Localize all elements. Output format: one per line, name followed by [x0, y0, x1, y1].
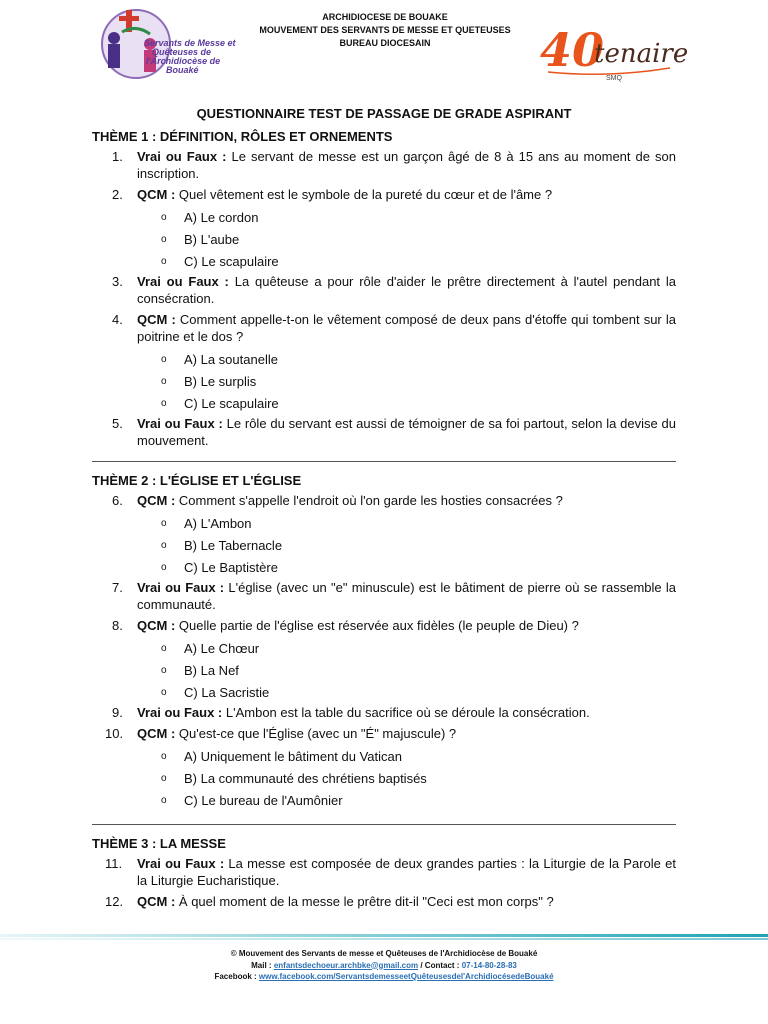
circle-bullet-icon: o: [161, 795, 167, 806]
footer-facebook-line: [0, 971, 768, 983]
question-type: QCM :: [137, 618, 176, 633]
answer-option: [92, 371, 676, 393]
answer-option: [92, 746, 676, 768]
circle-bullet-icon: o: [161, 398, 167, 409]
question-item: [92, 855, 676, 889]
footer-contact-line: [0, 960, 768, 972]
question-text: Comment s'appelle l'endroit où l'on garde les hosties consacrées ?: [178, 493, 563, 508]
question-item: [92, 186, 676, 203]
circle-bullet-icon: o: [161, 354, 167, 365]
question-number: 1.: [112, 149, 123, 164]
question-text: À quel moment de la messe le prêtre dit-il "Ceci est mon corps" ?: [178, 894, 554, 909]
question-text: La quêteuse a pour rôle d'aider le prêtre directement à l'autel pendant la consécration.: [137, 274, 676, 306]
svg-text:Bouaké: Bouaké: [166, 65, 199, 75]
option-label: B) La Nef: [184, 663, 239, 678]
svg-text:Quêteuses de: Quêteuses de: [152, 47, 212, 57]
circle-bullet-icon: o: [161, 562, 167, 573]
option-label: B) Le surplis: [184, 374, 257, 389]
question-text: Comment appelle-t-on le vêtement composé de deux pans d'étoffe qui tombent sur la poitrine et le dos ?: [137, 312, 676, 344]
answer-option: [92, 393, 676, 415]
question-number: 2.: [112, 187, 123, 202]
question-item: [92, 725, 676, 742]
svg-text:l'Archidiocèse de: l'Archidiocèse de: [146, 56, 221, 66]
circle-bullet-icon: o: [161, 518, 167, 529]
question-type: Vrai ou Faux :: [137, 856, 225, 871]
answer-option: [92, 513, 676, 535]
answer-option: [92, 660, 676, 682]
question-number: 9.: [112, 705, 123, 720]
answer-option: [92, 768, 676, 790]
option-label: A) L'Ambon: [184, 516, 252, 531]
facebook-label: Facebook :: [214, 972, 257, 981]
question-text: Qu'est-ce que l'Église (avec un "É" majuscule) ?: [178, 726, 457, 741]
mail-label: Mail :: [251, 960, 272, 970]
facebook-link[interactable]: www.facebook.com/ServantsdemesseetQuêteusesdel'ArchidiocésedeBouaké: [258, 972, 554, 981]
question-text: L'église (avec un "e" minuscule) est le bâtiment de pierre où se rassemble la communauté.: [137, 580, 676, 612]
header-archdiocese: ARCHIDIOCESE DE BOUAKE: [322, 12, 448, 22]
question-number: 7.: [112, 580, 123, 595]
answer-option: [92, 790, 676, 812]
question-text: Quelle partie de l'église est réservée aux fidèles (le peuple de Dieu) ?: [178, 618, 579, 633]
question-number: 6.: [112, 493, 123, 508]
question-type: Vrai ou Faux :: [137, 274, 229, 289]
answer-option: [92, 251, 676, 273]
question-item: [92, 148, 676, 182]
option-label: A) La soutanelle: [184, 352, 278, 367]
question-type: Vrai ou Faux :: [137, 149, 227, 164]
questionnaire-title: QUESTIONNAIRE TEST DE PASSAGE DE GRADE ASPIRANT: [196, 106, 572, 121]
question-number: 10.: [105, 726, 124, 741]
question-item: [92, 704, 676, 721]
circle-bullet-icon: o: [161, 773, 167, 784]
answer-option: [92, 207, 676, 229]
option-label: B) L'aube: [184, 232, 240, 247]
questionnaire-body: [92, 126, 676, 914]
option-label: A) Le Chœur: [184, 641, 260, 656]
circle-bullet-icon: o: [161, 643, 167, 654]
option-label: A) Uniquement le bâtiment du Vatican: [184, 749, 402, 764]
anniversary-logo-icon: [538, 16, 689, 82]
option-label: C) Le bureau de l'Aumônier: [184, 793, 343, 808]
question-type: Vrai ou Faux :: [137, 580, 225, 595]
question-item: [92, 492, 676, 509]
question-item: [92, 579, 676, 613]
question-text: La messe est composée de deux grandes parties : la Liturgie de la Parole et la Liturgie Eucharistique.: [137, 856, 676, 888]
circle-bullet-icon: o: [161, 256, 167, 267]
mail-link[interactable]: enfantsdechoeur.archbke@gmail.com: [273, 960, 419, 970]
question-number: 12.: [105, 894, 124, 909]
svg-text:Servants de Messe et: Servants de Messe et: [144, 38, 236, 48]
question-number: 11.: [105, 856, 123, 871]
contact-phone: 07-14-80-28-83: [461, 960, 517, 970]
option-label: B) Le Tabernacle: [184, 538, 283, 553]
option-label: A) Le cordon: [184, 210, 259, 225]
answer-option: [92, 557, 676, 579]
question-number: 3.: [112, 274, 123, 289]
association-logo-icon: [92, 4, 238, 84]
question-type: QCM :: [137, 312, 176, 327]
answer-option: [92, 638, 676, 660]
question-item: [92, 311, 676, 345]
question-type: Vrai ou Faux :: [137, 705, 223, 720]
svg-text:tenaire: tenaire: [594, 39, 689, 69]
circle-bullet-icon: o: [161, 212, 167, 223]
question-number: 5.: [112, 416, 123, 431]
option-label: C) Le Baptistère: [184, 560, 278, 575]
theme-title: THÈME 2 : L'ÉGLISE ET L'ÉGLISE: [92, 473, 302, 488]
circle-bullet-icon: o: [161, 665, 167, 676]
footer-decorative-band: [0, 934, 768, 942]
question-number: 8.: [112, 618, 123, 633]
answer-option: [92, 535, 676, 557]
question-type: QCM :: [137, 726, 176, 741]
circle-bullet-icon: o: [161, 751, 167, 762]
answer-option: [92, 682, 676, 704]
option-label: B) La communauté des chrétiens baptisés: [184, 771, 427, 786]
circle-bullet-icon: o: [161, 234, 167, 245]
answer-option: [92, 349, 676, 371]
question-item: [92, 273, 676, 307]
question-text: Le servant de messe est un garçon âgé de 8 à 15 ans au moment de son inscription.: [137, 149, 676, 181]
theme-title: THÈME 1 : DÉFINITION, RÔLES ET ORNEMENTS: [92, 129, 393, 144]
document-footer: [0, 948, 768, 983]
svg-text:SMQ: SMQ: [606, 75, 622, 82]
question-text: Quel vêtement est le symbole de la pureté du cœur et de l'âme ?: [178, 187, 553, 202]
header-movement: MOUVEMENT DES SERVANTS DE MESSE ET QUETEUSES: [259, 25, 511, 35]
circle-bullet-icon: o: [161, 376, 167, 387]
section-divider: [92, 461, 676, 462]
answer-option: [92, 229, 676, 251]
option-label: C) La Sacristie: [184, 685, 270, 700]
circle-bullet-icon: o: [161, 540, 167, 551]
footer-copyright: © Mouvement des Servants de messe et Quêteuses de l'Archidiocèse de Bouaké: [230, 949, 538, 958]
document-header: [0, 0, 768, 92]
question-text: L'Ambon est la table du sacrifice où se déroule la consécration.: [225, 705, 590, 720]
theme-title: THÈME 3 : LA MESSE: [92, 836, 226, 851]
svg-text:40: 40: [540, 23, 605, 77]
question-text: Le rôle du servant est aussi de témoigner de sa foi partout, selon la devise du mouvement.: [137, 416, 676, 448]
header-office: BUREAU DIOCESAIN: [339, 38, 431, 48]
question-type: Vrai ou Faux :: [137, 416, 223, 431]
header-institution: [250, 11, 520, 50]
section-divider: [92, 824, 676, 825]
question-type: QCM :: [137, 187, 176, 202]
question-item: [92, 617, 676, 634]
question-type: QCM :: [137, 493, 176, 508]
question-type: QCM :: [137, 894, 176, 909]
contact-label: / Contact :: [420, 960, 460, 970]
question-item: [92, 893, 676, 910]
option-label: C) Le scapulaire: [184, 254, 279, 269]
option-label: C) Le scapulaire: [184, 396, 279, 411]
circle-bullet-icon: o: [161, 687, 167, 698]
question-item: [92, 415, 676, 449]
question-number: 4.: [112, 312, 123, 327]
